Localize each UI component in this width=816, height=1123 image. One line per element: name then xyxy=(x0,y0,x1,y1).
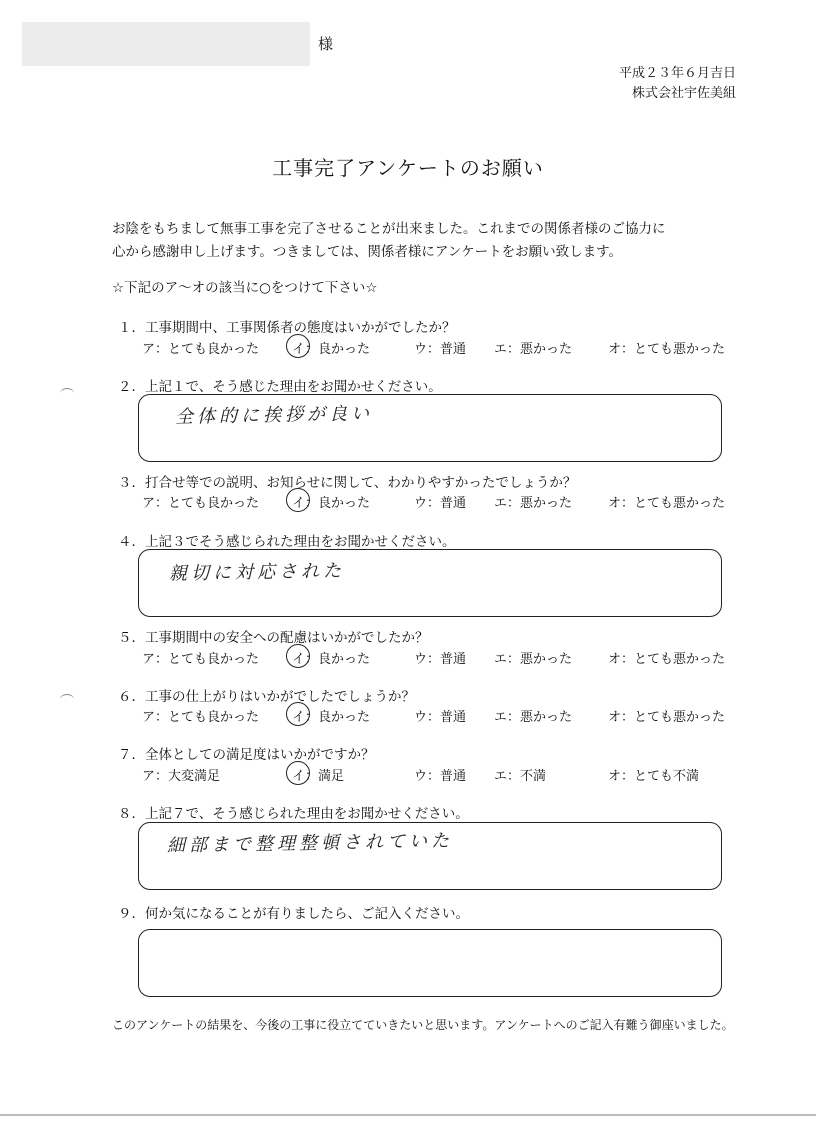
question-6: ６．工事の仕上がりはいかがでしたでしょうか？ xyxy=(118,689,415,705)
question-2: ２．上記１で、そう感じた理由をお聞かせください。 xyxy=(118,379,442,395)
question-5: ５．工事期間中の安全への配慮はいかがでしたか？ xyxy=(118,630,429,646)
company-name: 株式会社宇佐美組 xyxy=(631,86,736,101)
option-e[interactable]: エ：悪かった xyxy=(494,496,573,511)
closing-note: このアンケートの結果を、今後の工事に役立てていきたいと思います。アンケートへのご記入有難う御座いました。 xyxy=(112,1018,734,1032)
option-a[interactable]: ア：とても良かった xyxy=(142,342,260,357)
question-3: ３．打合せ等での説明、お知らせに関して、わかりやすかったでしょうか？ xyxy=(118,475,577,491)
option-i-selected[interactable]: イ：良かった xyxy=(292,648,370,667)
intro-line-1: お陰をもちまして無事工事を完了させることが出来ました。これまでの関係者様のご協力に xyxy=(112,221,666,237)
option-u[interactable]: ウ：普通 xyxy=(414,769,467,784)
option-a[interactable]: ア：とても良かった xyxy=(142,496,260,511)
option-i-selected[interactable]: イ：満足 xyxy=(292,765,344,784)
option-u[interactable]: ウ：普通 xyxy=(414,342,467,357)
intro-paragraph xyxy=(112,218,732,264)
selection-circle xyxy=(286,702,310,726)
handwritten-answer-2: 全体的に挨拶が良い xyxy=(174,403,374,428)
option-i-selected[interactable]: イ：良かった xyxy=(292,492,370,511)
question-6-options xyxy=(142,706,738,724)
option-i-selected[interactable]: イ：良かった xyxy=(292,706,370,725)
selection-circle xyxy=(286,644,310,668)
handwritten-answer-8: 細部まで整理整頓されていた xyxy=(166,830,454,857)
question-7: ７．全体としての満足度はいかがですか？ xyxy=(118,747,375,763)
option-e[interactable]: エ：悪かった xyxy=(494,710,573,725)
selection-circle xyxy=(286,761,310,785)
question-3-options xyxy=(142,492,738,510)
question-1: １．工事期間中、工事関係者の態度はいかがでしたか？ xyxy=(118,320,456,336)
option-a[interactable]: ア：とても良かった xyxy=(142,652,260,667)
honorific: 様 xyxy=(318,35,334,53)
option-u[interactable]: ウ：普通 xyxy=(414,710,467,725)
selection-circle xyxy=(286,488,310,512)
question-8: ８．上記７で、そう感じられた理由をお聞かせください。 xyxy=(118,806,469,822)
scan-mark xyxy=(60,694,74,705)
option-u[interactable]: ウ：普通 xyxy=(414,496,467,511)
option-e[interactable]: エ：悪かった xyxy=(494,652,573,667)
question-5-options xyxy=(142,648,738,666)
option-o[interactable]: オ：とても不満 xyxy=(608,769,700,784)
intro-line-2: 心から感謝申し上げます。つきましては、関係者様にアンケートをお願い致します。 xyxy=(112,244,623,260)
scan-edge xyxy=(0,1114,816,1116)
page-title: 工事完了アンケートのお願い xyxy=(272,156,544,180)
option-e[interactable]: エ：悪かった xyxy=(494,342,573,357)
option-o[interactable]: オ：とても悪かった xyxy=(608,342,726,357)
instruction: ☆下記のア～オの該当に○をつけて下さい☆ xyxy=(112,280,378,296)
answer-box-4[interactable] xyxy=(138,549,722,617)
question-7-options xyxy=(142,765,738,783)
option-o[interactable]: オ：とても悪かった xyxy=(608,652,726,667)
option-u[interactable]: ウ：普通 xyxy=(414,652,467,667)
option-a[interactable]: ア：大変満足 xyxy=(142,769,221,784)
question-4: ４．上記３でそう感じられた理由をお聞かせください。 xyxy=(118,534,456,550)
answer-box-8[interactable] xyxy=(138,822,722,890)
redacted-name-area xyxy=(22,22,310,66)
letter-date-block xyxy=(560,64,736,104)
option-e[interactable]: エ：不満 xyxy=(494,769,547,784)
answer-box-9[interactable] xyxy=(138,929,722,997)
option-o[interactable]: オ：とても悪かった xyxy=(608,496,726,511)
question-1-options xyxy=(142,338,738,356)
option-i-selected[interactable]: イ：良かった xyxy=(292,338,370,357)
option-o[interactable]: オ：とても悪かった xyxy=(608,710,726,725)
handwritten-answer-4: 親切に対応された xyxy=(168,560,346,585)
scan-mark xyxy=(60,388,74,399)
option-a[interactable]: ア：とても良かった xyxy=(142,710,260,725)
letter-date: 平成２３年６月吉日 xyxy=(618,66,736,81)
selection-circle xyxy=(286,334,310,358)
question-9: ９．何か気になることが有りましたら、ご記入ください。 xyxy=(118,906,469,922)
answer-box-2[interactable] xyxy=(138,394,722,462)
